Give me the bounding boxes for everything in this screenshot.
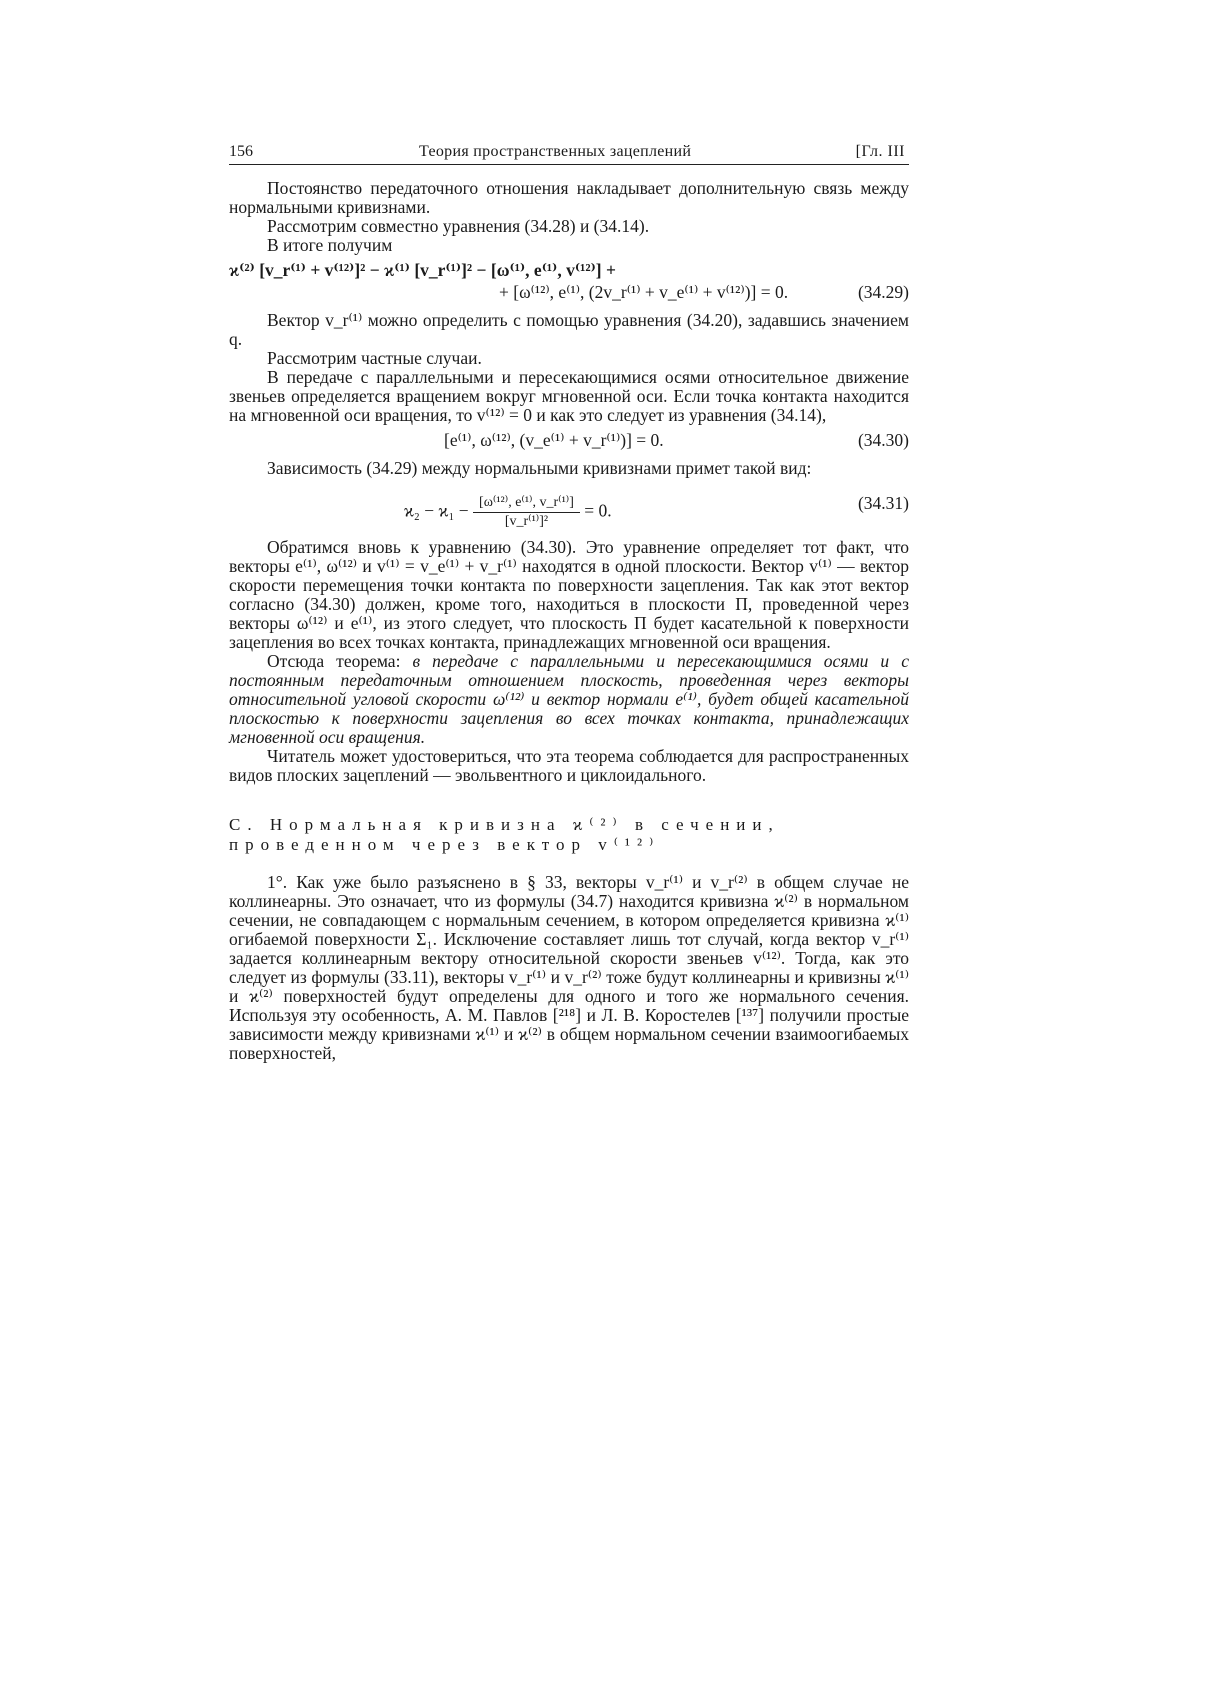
page-number: 156 [229,143,253,160]
equation-34-31: ϰ₂ − ϰ₁ − $\frac{\text{[ω⁽¹²⁾, e⁽¹⁾, v\_r⁽¹⁾]}}{\text{[v\_r⁽¹⁾]²}}$ = 0. (34.31) [404,493,909,529]
paragraph: Рассмотрим совместно уравнения (34.28) и (34.14). [267,216,650,236]
paragraph: Зависимость (34.29) между нормальными кривизнами примет такой вид: [267,458,812,478]
paragraph: Читатель может удостовериться, что эта теорема соблюдается для распространенных видов плоских зацеплений — эвольвентного и циклоидального. [229,746,909,785]
section-heading: С. Нормальная кривизна ϰ⁽²⁾ в сечении, проведенном через вектор v⁽¹²⁾ [229,815,780,854]
paragraph: В передаче с параллельными и пересекающимися осями относительное движение звеньев определяется вращением вокруг мгновенной оси. Если точка контакта находится на мгновенной оси вращения, то v⁽¹²⁾ = 0 и как это следует из уравнения (34.14), [229,367,909,425]
paragraph: В итоге получим [267,235,393,255]
running-header [229,140,909,165]
fraction: $\frac{\text{[ω⁽¹²⁾, e⁽¹⁾, v\_r⁽¹⁾]}}{\text{[v\_r⁽¹⁾]²}}$ [473,494,580,531]
equation-34-29-line1: ϰ⁽²⁾ [v_r⁽¹⁾ + v⁽¹²⁾]² − ϰ⁽¹⁾ [v_r⁽¹⁾]² − [ω⁽¹⁾, e⁽¹⁾, v⁽¹²⁾] + [229,260,616,280]
theorem-paragraph: Отсюда теорема: в передаче с параллельными и пересекающимися осями и с постоянным передаточным отношением плоскость, проведенная через векторы относительной угловой скорости ω⁽¹²⁾ и вектор нормали e⁽¹⁾, будет общей касательной плоскостью к поверхности зацепления во всех точках контакта, принадлежащих мгновенной оси вращения. [229,651,910,747]
equation-34-29-line2: + [ω⁽¹²⁾, e⁽¹⁾, (2v_r⁽¹⁾ + v_e⁽¹⁾ + v⁽¹²⁾)] = 0. (34.29) [499,282,909,302]
paragraph: 1°. Как уже было разъяснено в § 33, векторы v_r⁽¹⁾ и v_r⁽²⁾ в общем случае не коллинеарны. Это означает, что из формулы (34.7) находится кривизна ϰ⁽²⁾ в нормальном сечении, не совпадающем с нормальным сечением, в котором определяется кривизна ϰ⁽¹⁾ огибаемой поверхности Σ₁. Исключение составляет лишь тот случай, когда вектор v_r⁽¹⁾ задается коллинеарным вектору относительной скорости звеньев v⁽¹²⁾. Тогда, как это следует из формулы (33.11), векторы v_r⁽¹⁾ и v_r⁽²⁾ тоже будут коллинеарны и кривизны ϰ⁽¹⁾ и ϰ⁽²⁾ поверхностей будут определены для одного и того же нормального сечения. Используя эту особенность, А. М. Павлов [²¹⁸] и Л. В. Коростелев [¹³⁷] получили простые зависимости между кривизнами ϰ⁽¹⁾ и ϰ⁽²⁾ в общем нормальном сечении взаимоогибаемых поверхностей, [229,872,909,1063]
equation-34-30: [e⁽¹⁾, ω⁽¹²⁾, (v_e⁽¹⁾ + v_r⁽¹⁾)] = 0. (34.30) [444,430,909,450]
running-title: Теория пространственных зацеплений [419,143,692,160]
paragraph: Вектор v_r⁽¹⁾ можно определить с помощью уравнения (34.20), задавшись значением q. [229,310,909,349]
equation-number: (34.30) [857,430,909,450]
paragraph: Постоянство передаточного отношения накладывает дополнительную связь между нормальными кривизнами. [229,178,909,217]
theorem-statement: в передаче с параллельными и пересекающимися осями и с постоянным передаточным отношением плоскость, проведенная через векторы относительной угловой скорости ω⁽¹²⁾ и вектор нормали e⁽¹⁾, будет общей касательной плоскостью к поверхности зацепления во всех точках контакта, принадлежащих мгновенной оси вращения. [229,651,910,747]
equation-number: (34.29) [857,282,909,302]
equation-number: (34.31) [857,493,909,513]
paragraph: Рассмотрим частные случаи. [267,348,482,368]
paragraph: Обратимся вновь к уравнению (34.30). Это уравнение определяет тот факт, что векторы e⁽¹⁾, ω⁽¹²⁾ и v⁽¹⁾ = v_e⁽¹⁾ + v_r⁽¹⁾ находятся в одной плоскости. Вектор v⁽¹⁾ — вектор скорости перемещения точки контакта по поверхности зацепления. Так как этот вектор согласно (34.30) должен, кроме того, находиться в плоскости П, проведенной через векторы ω⁽¹²⁾ и e⁽¹⁾, из этого следует, что плоскость П будет касательной к поверхности зацепления во всех точках контакта, принадлежащих мгновенной оси вращения. [229,537,909,652]
chapter-label: [Гл. III [855,143,905,160]
book-page [229,140,909,1063]
